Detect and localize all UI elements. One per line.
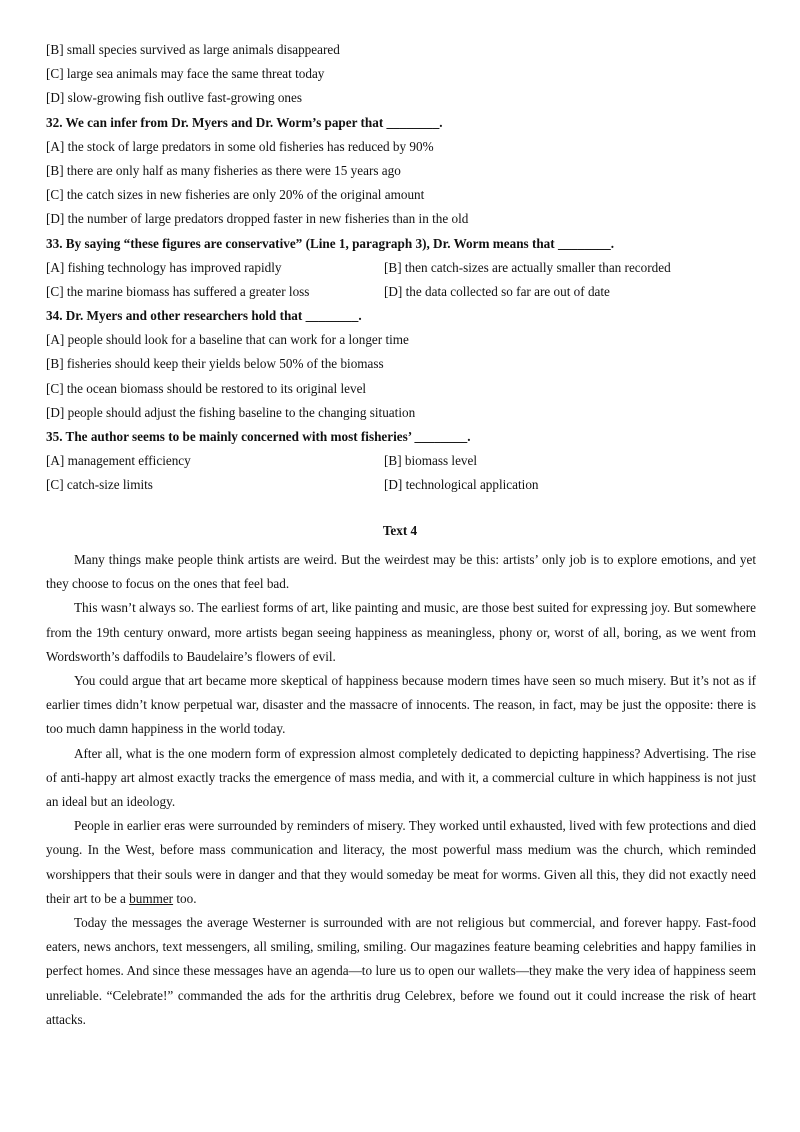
q32-option-d: [D] the number of large predators dropped faster in new fisheries than in the old: [46, 211, 469, 227]
q34-option-a: [A] people should look for a baseline that can work for a longer time: [46, 332, 409, 348]
q32-option-b: [B] there are only half as many fisheries as there were 15 years ago: [46, 162, 401, 178]
paragraph-5: [46, 814, 756, 911]
q35-stem: 35. The author seems to be mainly concerned with most fisheries’ ________.: [46, 429, 471, 444]
q31-option-c: [C] large sea animals may face the same threat today: [46, 66, 325, 82]
q35-option-b: [B] biomass level: [384, 453, 478, 469]
questions-section: [46, 38, 756, 498]
q34-option-d: [D] people should adjust the fishing baseline to the changing situation: [46, 404, 416, 420]
paragraph-4: After all, what is the one modern form of expression almost completely dedicated to depicting happiness? Advertising. The rise of anti-happy art almost exactly tracks the emergence of mass media, and with it, a commercial culture in which happiness is not just an ideal but an ideology.: [46, 745, 756, 810]
q33-option-a: [A] fishing technology has improved rapidly: [46, 259, 282, 275]
text4-heading: Text 4: [382, 523, 418, 538]
q32-option-c: [C] the catch sizes in new fisheries are only 20% of the original amount: [46, 187, 425, 203]
q32-stem: 32. We can infer from Dr. Myers and Dr. Worm’s paper that ________.: [46, 114, 443, 130]
q35-option-d: [D] technological application: [384, 477, 539, 493]
paragraph-6: Today the messages the average Westerner is surrounded with are not religious but commercial, and forever happy. Fast-food eaters, news anchors, text messengers, all smiling, smiling, smiling. Our magazines feature beaming celebrities and happy families in perfect homes. And since these messages have an agenda—to lure us to open our wallets—they make the very idea of happiness seem unreliable. “Celebrate!” commanded the ads for the arthritis drug Celebrex, before we found out it could increase the risk of heart attacks.: [46, 915, 756, 1027]
q31-option-d: [D] slow-growing fish outlive fast-growing ones: [46, 90, 303, 106]
q32-option-a: [A] the stock of large predators in some old fisheries has reduced by 90%: [46, 138, 434, 154]
q35-option-c: [C] catch-size limits: [46, 477, 153, 493]
q33-option-d: [D] the data collected so far are out of date: [384, 283, 610, 299]
paragraph-5-end: too.: [173, 890, 197, 906]
paragraph-5-text: People in earlier eras were surrounded by reminders of misery. They worked until exhausted, lived with few protections and died young. In the West, before mass communication and literacy, the most powerful mass medium was the church, which reminded worshippers that their souls were in danger and that they would someday be meat for worms. Given all this, they did not exactly need their art to be a: [46, 818, 756, 906]
q31-option-b: [B] small species survived as large animals disappeared: [46, 42, 340, 57]
q33-options-row-1: [46, 256, 756, 280]
paragraph-2: This wasn’t always so. The earliest forms of art, like painting and music, are those best suited for expressing joy. But somewhere from the 19th century onward, more artists began seeing happiness as meaningless, phony or, worst of all, boring, as we went from Wordsworth’s daffodils to Baudelaire’s flowers of evil.: [46, 600, 756, 664]
paragraph-1: Many things make people think artists are weird. But the weirdest may be this: artists’ only job is to explore emotions, and yet they choose to focus on the ones that feel bad.: [46, 552, 756, 592]
q35-option-a: [A] management efficiency: [46, 453, 191, 469]
q33-stem: 33. By saying “these figures are conservative” (Line 1, paragraph 3), Dr. Worm means that ________.: [46, 235, 615, 251]
q33-option-c: [C] the marine biomass has suffered a greater loss: [46, 283, 310, 299]
q33-option-b: [B] then catch-sizes are actually smaller than recorded: [384, 259, 671, 275]
text4-passage: [46, 548, 756, 1032]
q35-options-row-2: [46, 473, 756, 497]
q35-options-row-1: [46, 449, 756, 473]
paragraph-3: You could argue that art became more skeptical of happiness because modern times have seen so much misery. But it’s not as if earlier times didn’t know perpetual war, disaster and the massacre of innocents. The reason, in fact, may be just the opposite: there is too much damn happiness in the world today.: [46, 673, 756, 737]
underlined-word-bummer: bummer: [129, 890, 174, 906]
q34-stem: 34. Dr. Myers and other researchers hold that ________.: [46, 308, 362, 324]
q34-option-b: [B] fisheries should keep their yields below 50% of the biomass: [46, 356, 384, 372]
q34-option-c: [C] the ocean biomass should be restored to its original level: [46, 380, 367, 396]
q33-options-row-2: [46, 280, 756, 304]
